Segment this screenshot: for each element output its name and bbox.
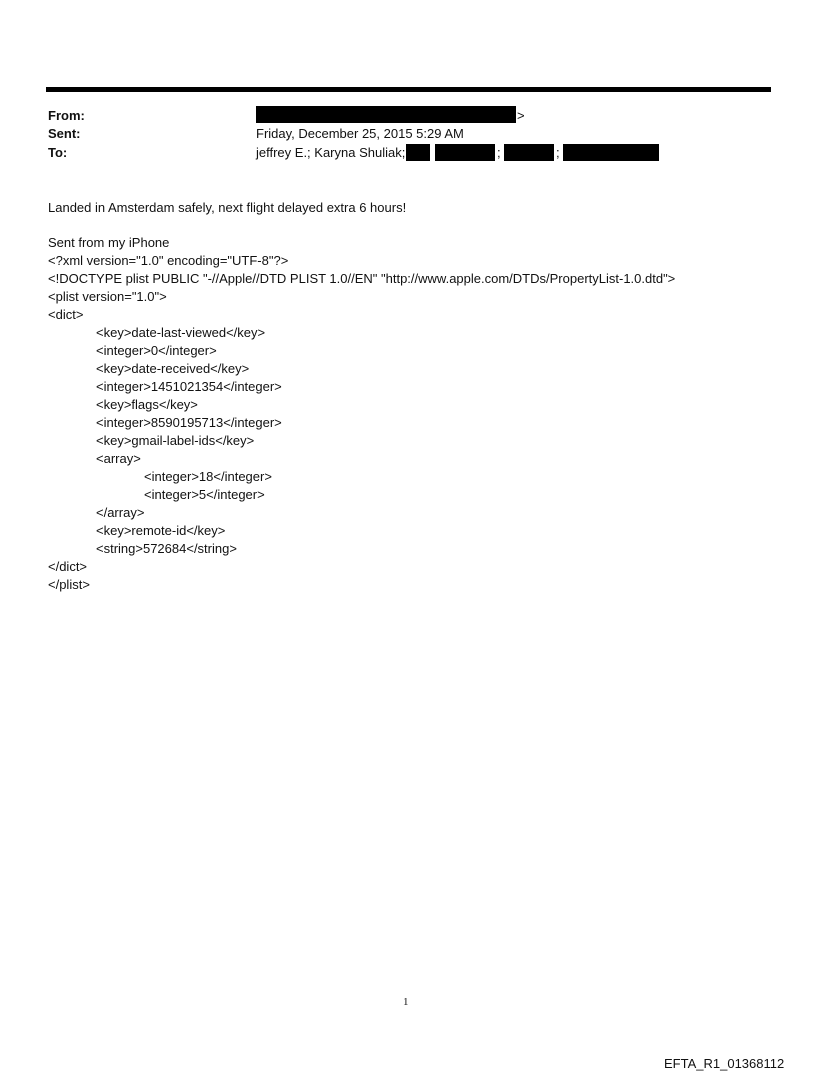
message-text: Landed in Amsterdam safely, next flight delayed extra 6 hours! (48, 200, 407, 215)
sent-label: Sent: (48, 126, 81, 141)
dict-line: <key>flags</key> (96, 397, 198, 412)
header-rule (46, 87, 771, 92)
dict-line: <key>date-received</key> (96, 361, 250, 376)
remote-key: <key>remote-id</key> (96, 523, 226, 538)
plist-close: </plist> (48, 577, 90, 592)
array-item: <integer>18</integer> (144, 469, 272, 484)
array-item: <integer>5</integer> (144, 487, 265, 502)
array-close: </array> (96, 505, 145, 520)
dict-line: <integer>8590195713</integer> (96, 415, 282, 430)
from-label: From: (48, 108, 85, 123)
plist-open: <plist version="1.0"> (48, 289, 167, 304)
to-value: jeffrey E.; Karyna Shuliak; (256, 145, 406, 160)
to-separator-2: ; (556, 145, 560, 160)
sent-value: Friday, December 25, 2015 5:29 AM (256, 126, 464, 141)
dict-line: <integer>1451021354</integer> (96, 379, 282, 394)
dict-open: <dict> (48, 307, 84, 322)
to-redaction-4 (563, 144, 659, 161)
from-redaction (256, 106, 516, 123)
dict-line: <key>date-last-viewed</key> (96, 325, 266, 340)
bates-number: EFTA_R1_01368112 (664, 1056, 785, 1071)
page-number: 1 (403, 996, 409, 1008)
to-redaction-1 (406, 144, 430, 161)
dict-line: <array> (96, 451, 141, 466)
dict-close: </dict> (48, 559, 88, 574)
to-separator-1: ; (497, 145, 501, 160)
to-redaction-2 (435, 144, 495, 161)
remote-value: <string>572684</string> (96, 541, 237, 556)
doctype-line: <!DOCTYPE plist PUBLIC "-//Apple//DTD PLIST 1.0//EN" "http://www.apple.com/DTDs/PropertyList-1.0.dtd"> (48, 271, 676, 286)
from-suffix: > (517, 108, 525, 123)
signature: Sent from my iPhone (48, 235, 170, 250)
xml-declaration: <?xml version="1.0" encoding="UTF-8"?> (48, 253, 289, 268)
dict-line: <key>gmail-label-ids</key> (96, 433, 255, 448)
to-redaction-3 (504, 144, 554, 161)
dict-line: <integer>0</integer> (96, 343, 217, 358)
to-label: To: (48, 145, 68, 160)
